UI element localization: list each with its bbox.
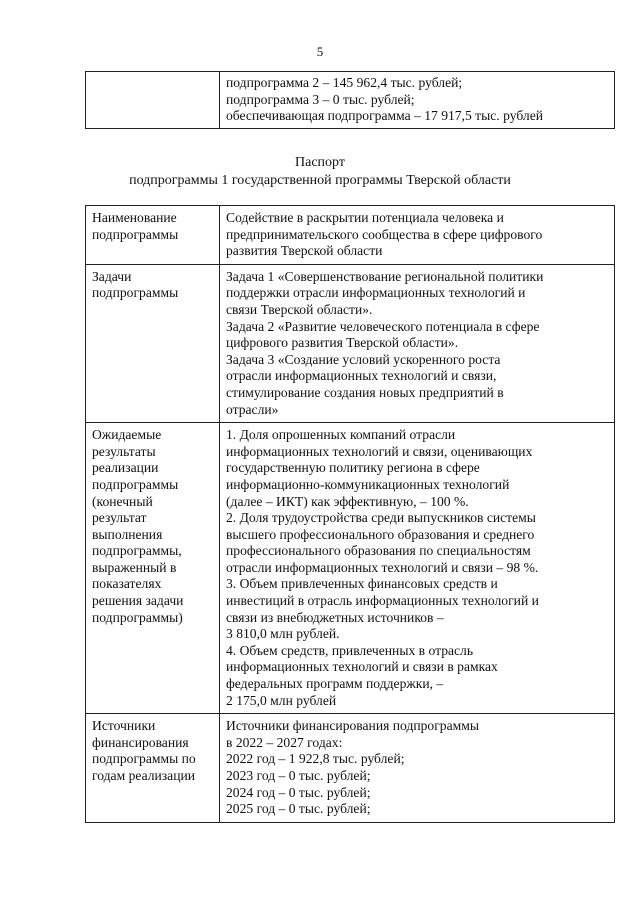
text-line: 4. Объем средств, привлеченных в отрасль	[226, 642, 474, 658]
funding-continuation-cell	[220, 72, 615, 129]
text-line: Задача 3 «Создание условий ускоренного роста	[226, 351, 501, 367]
empty-label-cell	[86, 72, 220, 129]
text-line: цифрового развития Тверской области».	[226, 335, 459, 351]
row-label-line: годам реализации	[92, 768, 196, 783]
text-line: 1. Доля опрошенных компаний отрасли	[226, 427, 456, 443]
row-label-line: реализации	[92, 460, 159, 476]
text-line: информационных технологий и связи, оценивающих	[226, 443, 533, 459]
text-line: Задача 1 «Совершенствование региональной политики	[226, 268, 544, 284]
text-line: высшего профессионального образования и среднего	[226, 526, 535, 542]
text-line: 2. Доля трудоустройства среди выпускников системы	[226, 510, 536, 526]
text-line: 3 810,0 млн рублей.	[226, 626, 340, 642]
row-content-cell	[220, 423, 615, 714]
text-line: стимулирование создания новых предприятий в	[226, 384, 504, 400]
text-line: развития Тверской области	[226, 243, 383, 259]
text-line: отрасли»	[226, 401, 279, 417]
text-line: подпрограмма 2 – 145 962,4 тыс. рублей;	[226, 75, 463, 90]
row-label-line: подпрограммы по	[92, 751, 196, 767]
text-line: 2022 год – 1 922,8 тыс. рублей;	[226, 751, 405, 767]
table-row	[86, 72, 615, 129]
text-line: обеспечивающая подпрограмма – 17 917,5 тыс. рублей	[226, 108, 543, 124]
row-label-cell	[86, 206, 220, 265]
text-line: отрасли информационных технологий и связи – 98 %.	[226, 559, 539, 575]
text-line: предпринимательского сообщества в сфере цифрового	[226, 226, 543, 242]
text-line: в 2022 – 2027 годах:	[226, 734, 343, 750]
text-line: Источники финансирования подпрограммы	[226, 718, 479, 734]
row-label-cell	[86, 264, 220, 422]
passport-table	[85, 205, 615, 823]
row-content-cell	[220, 206, 615, 265]
row-label-line: результат	[92, 510, 147, 526]
text-line: инвестиций в отрасль информационных технологий и	[226, 593, 539, 609]
text-line: подпрограмма 3 – 0 тыс. рублей;	[226, 91, 415, 107]
text-line: связи Тверской области».	[226, 301, 373, 317]
text-line: Содействие в раскрытии потенциала человека и	[226, 210, 504, 225]
text-line: федеральных программ поддержки, –	[226, 676, 444, 692]
row-label-line: Источники	[92, 718, 156, 734]
text-line: государственную политику региона в сфере	[226, 460, 480, 476]
page-number: 5	[316, 44, 324, 59]
text-line: (далее – ИКТ) как эффективную, – 100 %.	[226, 493, 469, 509]
text-line: отрасли информационных технологий и связи,	[226, 368, 497, 384]
row-label-line: Задачи	[92, 268, 132, 284]
text-line: 2025 год – 0 тыс. рублей;	[226, 801, 371, 817]
text-line: связи из внебюджетных источников –	[226, 609, 444, 625]
row-label-line: выполнения	[92, 526, 163, 542]
row-label-line: Наименование	[92, 210, 177, 225]
row-label-line: выраженный в	[92, 559, 177, 575]
row-label-line: результаты	[92, 443, 156, 459]
row-label-cell	[86, 423, 220, 714]
text-line: поддержки отрасли информационных технологий и	[226, 285, 526, 301]
row-content-cell	[220, 264, 615, 422]
row-label-line: подпрограммы	[92, 226, 179, 242]
text-line: информационно-коммуникационных технологий	[226, 476, 510, 492]
passport-title: Паспорт	[295, 155, 345, 170]
table-row-name	[86, 206, 615, 265]
row-label-line: Ожидаемые	[92, 427, 162, 443]
row-label-line: финансирования	[92, 734, 189, 750]
row-label-line: показателях	[92, 576, 162, 592]
funding-continuation-table	[85, 71, 615, 129]
row-label-line: подпрограммы	[92, 285, 179, 301]
text-line: информационных технологий и связи в рамках	[226, 659, 498, 675]
row-label-line: подпрограммы	[92, 476, 179, 492]
row-label-line: подпрограммы)	[92, 609, 183, 625]
passport-subtitle: подпрограммы 1 государственной программы Тверской области	[129, 173, 511, 188]
text-line: 2024 год – 0 тыс. рублей;	[226, 784, 371, 800]
table-row-results	[86, 423, 615, 714]
text-line: Задача 2 «Развитие человеческого потенциала в сфере	[226, 318, 540, 334]
text-line: 2023 год – 0 тыс. рублей;	[226, 768, 371, 783]
row-label-cell	[86, 714, 220, 823]
row-content-cell	[220, 714, 615, 823]
text-line: профессионального образования по специальностям	[226, 543, 531, 559]
table-row-tasks	[86, 264, 615, 422]
row-label-line: подпрограммы,	[92, 543, 182, 559]
text-line: 3. Объем привлеченных финансовых средств и	[226, 576, 498, 592]
row-label-line: решения задачи	[92, 593, 184, 609]
text-line: 2 175,0 млн рублей	[226, 692, 337, 708]
row-label-line: (конечный	[92, 493, 153, 509]
table-row-funding	[86, 714, 615, 823]
